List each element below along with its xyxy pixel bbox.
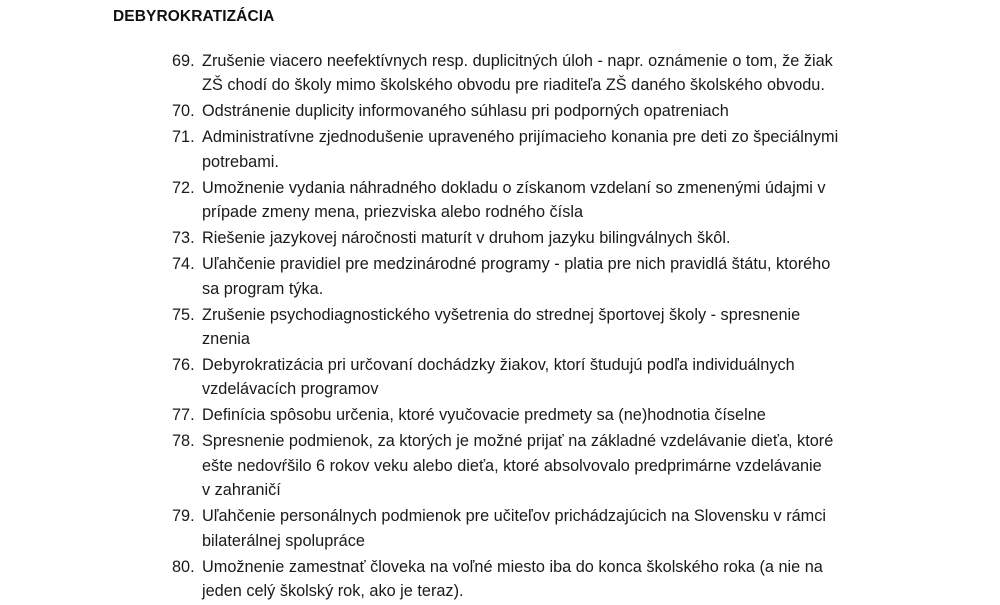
item-text [202, 353, 882, 402]
item-line: Uľahčenie pravidiel pre medzinárodné programy - platia pre nich pravidlá štátu, ktorého [202, 255, 831, 274]
list-item [0, 353, 1000, 402]
item-text [202, 176, 882, 225]
item-line: ZŠ chodí do školy mimo školského obvodu pre riaditeľa ZŠ daného školského obvodu. [202, 76, 825, 95]
item-line: Uľahčenie personálnych podmienok pre učiteľov prichádzajúcich na Slovensku v rámci [202, 507, 826, 526]
item-line: vzdelávacích programov [202, 380, 379, 399]
list-item [0, 504, 1000, 553]
item-line: Administratívne zjednodušenie upraveného prijímacieho konania pre deti zo špeciálnymi [202, 128, 839, 147]
item-line: Debyrokratizácia pri určovaní dochádzky žiakov, ktorí študujú podľa individuálnych [202, 356, 795, 375]
item-text [202, 99, 882, 123]
list-item [0, 176, 1000, 225]
item-line: Definícia spôsobu určenia, ktoré vyučovacie predmety sa (ne)hodnotia číselne [202, 406, 766, 425]
item-number: 71. [172, 128, 195, 147]
list-item [0, 226, 1000, 250]
numbered-list [0, 49, 1000, 605]
item-text [202, 125, 882, 174]
list-item [0, 125, 1000, 174]
section-title: DEBYROKRATIZÁCIA [113, 8, 275, 25]
item-number: 72. [172, 178, 195, 197]
item-line: prípade zmeny mena, priezviska alebo rodného čísla [202, 203, 584, 222]
item-line: bilaterálnej spolupráce [202, 531, 365, 550]
item-line: potrebami. [202, 152, 279, 171]
item-text [202, 303, 882, 352]
list-item [0, 99, 1000, 123]
list-item [0, 252, 1000, 301]
item-number: 73. [172, 229, 195, 248]
item-line: sa program týka. [202, 279, 324, 298]
item-number: 80. [172, 557, 195, 576]
item-number: 70. [172, 102, 195, 121]
item-number: 78. [172, 432, 195, 451]
item-line: ešte nedovŕšilo 6 rokov veku alebo dieťa, ktoré absolvovalo predprimárne vzdelávanie [202, 456, 822, 475]
list-item [0, 49, 1000, 98]
item-line: Riešenie jazykovej náročnosti maturít v druhom jazyku bilingválnych škôl. [202, 229, 731, 248]
item-line: v zahraničí [202, 481, 281, 500]
list-item [0, 403, 1000, 427]
item-line: Spresnenie podmienok, za ktorých je možné prijať na základné vzdelávanie dieťa, ktoré [202, 432, 834, 451]
list-item [0, 429, 1000, 502]
item-text [202, 226, 882, 250]
item-number: 74. [172, 255, 195, 274]
item-line: Umožnenie zamestnať človeka na voľné miesto iba do konca školského roka (a nie na [202, 557, 823, 576]
item-number: 79. [172, 507, 195, 526]
item-text [202, 504, 882, 553]
item-line: Zrušenie psychodiagnostického vyšetrenia do strednej športovej školy - spresnenie [202, 305, 801, 324]
item-number: 75. [172, 305, 195, 324]
item-line: jeden celý školský rok, ako je teraz). [202, 582, 464, 601]
list-item [0, 303, 1000, 352]
item-line: Zrušenie viacero neefektívnych resp. duplicitných úloh - napr. oznámenie o tom, že žiak [202, 52, 833, 70]
item-number: 69. [172, 52, 195, 70]
item-text [202, 49, 882, 98]
list-item [0, 555, 1000, 604]
item-line: znenia [202, 330, 250, 349]
item-text [202, 252, 882, 301]
item-text [202, 555, 882, 604]
item-line: Umožnenie vydania náhradného dokladu o získanom vzdelaní so zmenenými údajmi v [202, 178, 826, 197]
item-line: Odstránenie duplicity informovaného súhlasu pri podporných opatreniach [202, 102, 729, 121]
item-text [202, 429, 882, 502]
item-text [202, 403, 882, 427]
item-number: 76. [172, 356, 195, 375]
item-number: 77. [172, 406, 195, 425]
